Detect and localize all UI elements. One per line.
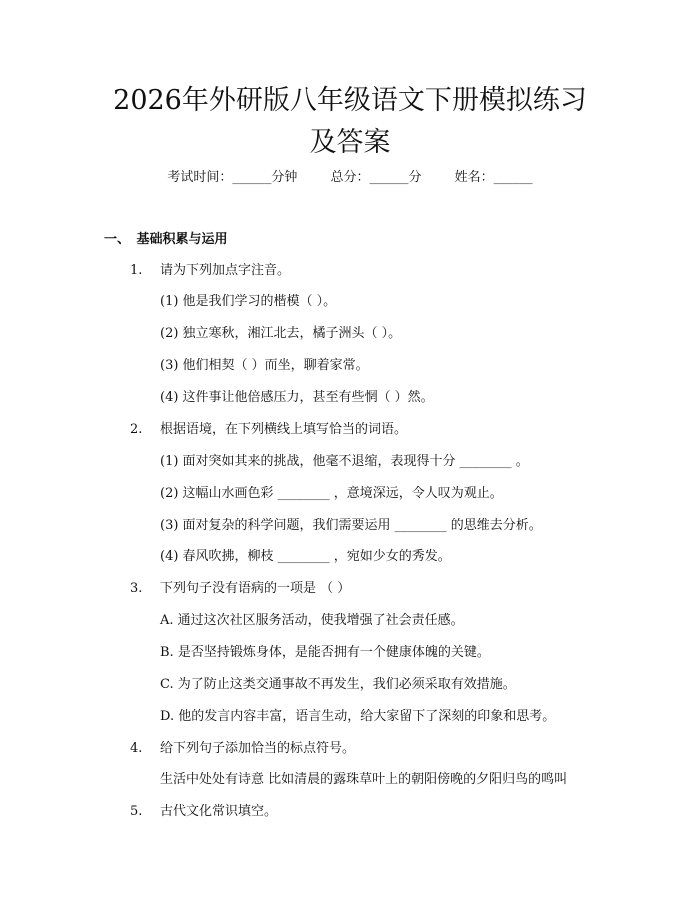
- sub-item: (2) 这幅山水画色彩 ________ ，意境深远，令人叹为观止。: [160, 486, 503, 501]
- question-number: 5.: [130, 804, 143, 819]
- question-number: 3.: [130, 581, 143, 596]
- punctuation-sentence: 生活中处处有诗意 比如清晨的露珠草叶上的朝阳傍晚的夕阳归鸟的鸣叫: [160, 772, 568, 787]
- sub-item: (3) 他们相契（ ）而坐，聊着家常。: [160, 358, 369, 373]
- document-title: 2026年外研版八年级语文下册模拟练习及答案: [113, 85, 587, 158]
- option-b: B. 是否坚持锻炼身体，是能否拥有一个健康体魄的关键。: [160, 645, 490, 660]
- sub-item: (3) 面对复杂的科学问题，我们需要运用 ________ 的思维去分析。: [160, 518, 542, 533]
- student-name-label: 姓名：______: [454, 170, 533, 185]
- question-stem: 古代文化常识填空。: [160, 804, 278, 819]
- sub-item: (1) 他是我们学习的楷模（ ）。: [160, 294, 337, 309]
- total-score-label: 总分：______分: [330, 170, 422, 185]
- question-number: 4.: [130, 741, 143, 756]
- sub-item: (1) 面对突如其来的挑战，他毫不退缩，表现得十分 ________ 。: [160, 454, 529, 469]
- question-stem: 下列句子没有语病的一项是 （ ）: [160, 581, 351, 596]
- option-a: A. 通过这次社区服务活动，使我增强了社会责任感。: [160, 613, 464, 628]
- question-number: 2.: [130, 422, 143, 437]
- exam-time-label: 考试时间：______分钟: [167, 170, 298, 185]
- question-stem: 请为下列加点字注音。: [160, 263, 291, 278]
- sub-item: (4) 春风吹拂，柳枝 ________ ，宛如少女的秀发。: [160, 549, 451, 564]
- option-c: C. 为了防止这类交通事故不再发生，我们必须采取有效措施。: [160, 677, 516, 692]
- exam-info-row: [0, 168, 700, 188]
- option-d: D. 他的发言内容丰富，语言生动，给大家留下了深刻的印象和思考。: [160, 709, 556, 724]
- sub-item: (2) 独立寒秋，湘江北去，橘子洲头（ ）。: [160, 326, 402, 341]
- question-stem: 给下列句子添加恰当的标点符号。: [160, 741, 356, 756]
- section-heading: 一、 基础积累与运用: [104, 232, 228, 247]
- question-number: 1.: [130, 263, 143, 278]
- question-stem: 根据语境，在下列横线上填写恰当的词语。: [160, 422, 408, 437]
- sub-item: (4) 这件事让他倍感压力，甚至有些惘（ ）然。: [160, 390, 434, 405]
